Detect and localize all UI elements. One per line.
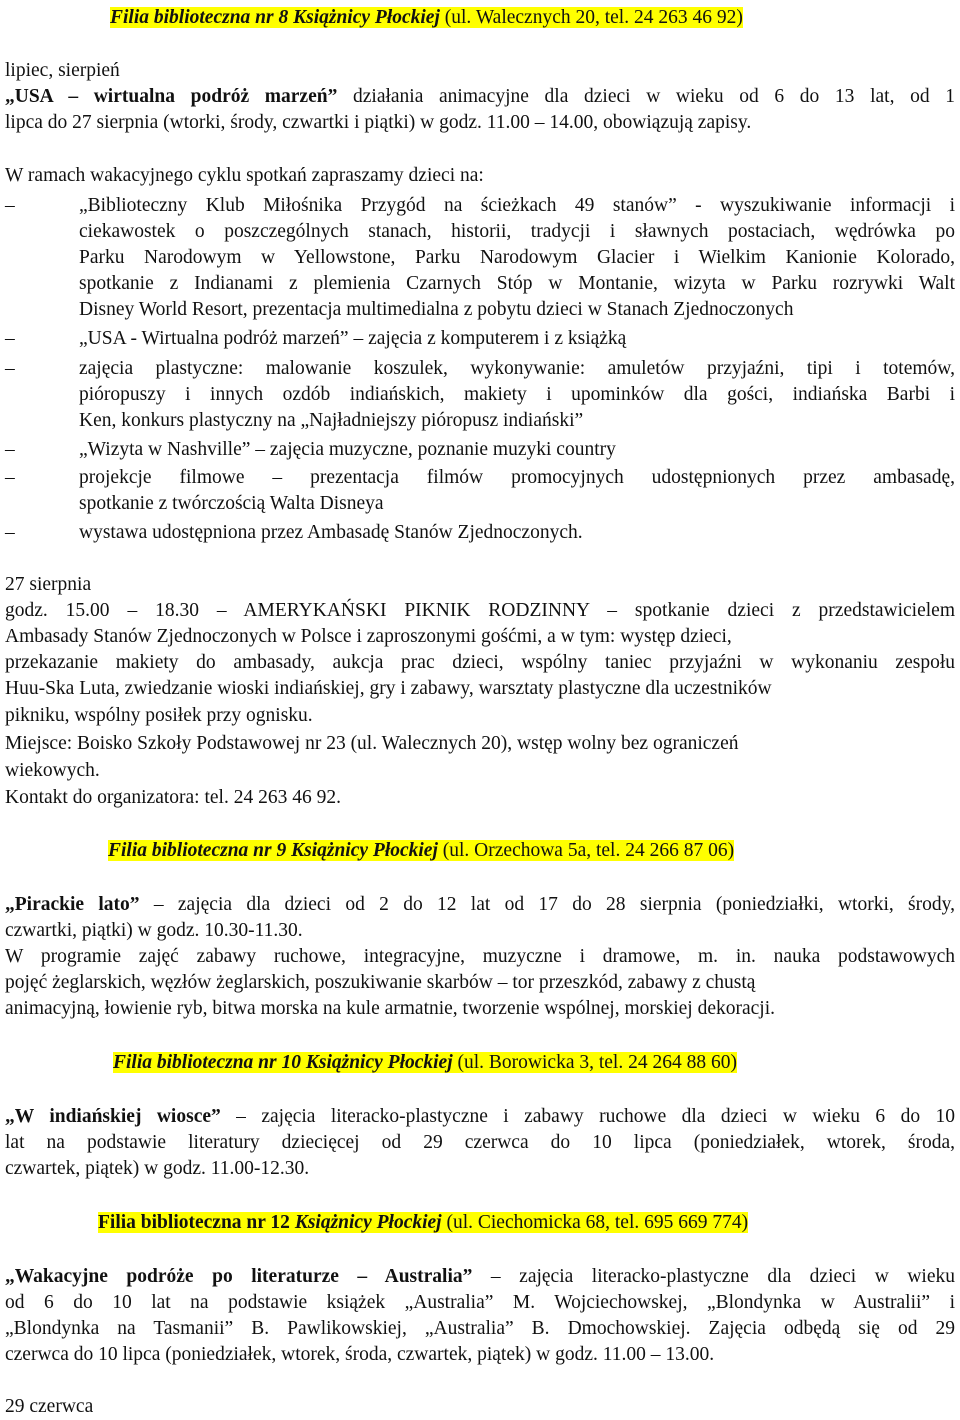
list-dash: – [5, 328, 15, 349]
filia9-line1: „Pirackie lato” – zajęcia dla dzieci od 2 do 12 lat od 17 do 28 sierpnia (poniedziałki, wtorki, środy, [5, 894, 955, 915]
picnic-line: Kontakt do organizatora: tel. 24 263 46 92. [5, 787, 341, 808]
filia10-line1: „W indiańskiej wiosce” – zajęcia literacko-plastyczne i zabawy ruchowe dla dzieci w wieku 6 do 10 [5, 1106, 956, 1127]
filia8-line1: „USA – wirtualna podróż marzeń” działania animacyjne dla dzieci w wieku od 6 do 13 lat, od 1 [5, 86, 955, 107]
picnic-line: Huu-Ska Luta, zwiedzanie wioski indiańskiej, gry i zabawy, warsztaty plastyczne dla uczestników [5, 678, 772, 699]
list-dash: – [5, 195, 15, 216]
picnic-line: Miejsce: Boisko Szkoły Podstawowej nr 23 (ul. Walecznych 20), wstęp wolny bez ograniczeń [5, 733, 739, 754]
filia12-line: od 6 do 10 lat na podstawie książek „Australia” M. Wojciechowskej, „Blondynka w Australii” i [5, 1292, 955, 1313]
picnic-line: Ambasady Stanów Zjednoczonych w Polsce i zaproszonymi gośćmi, a w tym: występ dzieci, [5, 626, 732, 647]
list-dash: – [5, 522, 15, 543]
list-item-line: Parku Narodowym w Yellowstone, Parku Narodowym Glacier i Wielkim Kanionie Kolorado, [79, 247, 955, 268]
list-item-line: „Biblioteczny Klub Miłośnika Przygód na ścieżkach 49 stanów” - wyszukiwanie informacji i [79, 195, 955, 216]
heading-filia-10: Filia biblioteczna nr 10 Książnicy Płockiej (ul. Borowicka 3, tel. 24 264 88 60) [113, 1052, 737, 1073]
picnic-line: wiekowych. [5, 760, 100, 781]
heading-filia-12: Filia biblioteczna nr 12 Książnicy Płockiej (ul. Ciechomicka 68, tel. 695 669 774) [98, 1212, 749, 1233]
list-item-line: zajęcia plastyczne: malowanie koszulek, wykonywanie: amuletów przyjaźni, tipi i totemów, [79, 358, 955, 379]
heading-filia-8: Filia biblioteczna nr 8 Książnicy Płockiej (ul. Walecznych 20, tel. 24 263 46 92) [110, 7, 743, 28]
filia9-line: W programie zajęć zabawy ruchowe, integracyjne, muzyczne i dramowe, m. in. nauka podstawowych [5, 946, 955, 967]
list-dash: – [5, 439, 15, 460]
filia8-line2: lipca do 27 sierpnia (wtorki, środy, czwartki i piątki) w godz. 11.00 – 14.00, obowiązują zapisy. [5, 112, 752, 133]
list-dash: – [5, 467, 15, 488]
picnic-line: przekazanie makiety do ambasady, aukcja prac dzieci, wspólny taniec przyjaźni w wykonaniu zespołu [5, 652, 955, 673]
list-item-line: „USA - Wirtualna podróż marzeń” – zajęcia z komputerem i z książką [79, 328, 627, 349]
list-dash: – [5, 358, 15, 379]
list-item-line: Disney World Resort, prezentacja multimedialna z pobytu dzieci w Stanach Zjednoczonych [79, 299, 794, 320]
list-item-line: spotkanie z Indianami z plemienia Czarnych Stóp w Montanie, wizyta w Parku rozrywki Walt [79, 273, 955, 294]
picnic-date: 27 sierpnia [5, 574, 92, 595]
list-item-line: pióropuszy i innych ozdób indiańskich, makiety i upominków dla gości, indiańska Barbi i [79, 384, 955, 405]
period: lipiec, sierpień [5, 60, 120, 81]
list-item-line: „Wizyta w Nashville” – zajęcia muzyczne, poznanie muzyki country [79, 439, 616, 460]
list-item-line: spotkanie z twórczością Walta Disneya [79, 493, 384, 514]
filia12-date: 29 czerwca [5, 1396, 94, 1417]
picnic-line: godz. 15.00 – 18.30 – AMERYKAŃSKI PIKNIK RODZINNY – spotkanie dzieci z przedstawicielem [5, 600, 955, 621]
list-item-line: ciekawostek o poszczególnych stanach, historii, tradycji i sławnych postaciach, wędrówka po [79, 221, 955, 242]
filia12-line: „Blondynka na Tasmanii” B. Pawlikowskiej, „Australia” B. Dmochowskiej. Zajęcia odbędą się od 29 [5, 1318, 955, 1339]
filia12-line1: „Wakacyjne podróże po literaturze – Australia” – zajęcia literacko-plastyczne dla dzieci w wieku [5, 1266, 955, 1287]
filia8-intro: W ramach wakacyjnego cyklu spotkań zapraszamy dzieci na: [5, 165, 484, 186]
list-item-line: Ken, konkurs plastyczny na „Najładniejszy pióropusz indiański” [79, 410, 584, 431]
picnic-line: pikniku, wspólny posiłek przy ognisku. [5, 705, 313, 726]
list-item-line: projekcje filmowe – prezentacja filmów promocyjnych udostępnionych przez ambasadę, [79, 467, 955, 488]
heading-filia-9: Filia biblioteczna nr 9 Książnicy Płockiej (ul. Orzechowa 5a, tel. 24 266 87 06) [108, 840, 735, 861]
filia12-line: czerwca do 10 lipca (poniedziałek, wtorek, środa, czwartek, piątek) w godz. 11.00 – 13.00. [5, 1344, 715, 1365]
list-item-line: wystawa udostępniona przez Ambasadę Stanów Zjednoczonych. [79, 522, 583, 543]
filia9-line: animacyjną, łowienie ryb, bitwa morska na kule armatnie, tworzenie wspólnej, morskiej dekoracji. [5, 998, 776, 1019]
filia10-line: czwartek, piątek) w godz. 11.00-12.30. [5, 1158, 310, 1179]
filia9-line: pojęć żeglarskich, węzłów żeglarskich, poszukiwanie skarbów – tor przeszkód, zabawy z chustą [5, 972, 756, 993]
filia9-line: czwartki, piątki) w godz. 10.30-11.30. [5, 920, 303, 941]
filia10-line: lat na podstawie literatury dziecięcej od 29 czerwca do 10 lipca (poniedziałek, wtorek, środa, [5, 1132, 955, 1153]
